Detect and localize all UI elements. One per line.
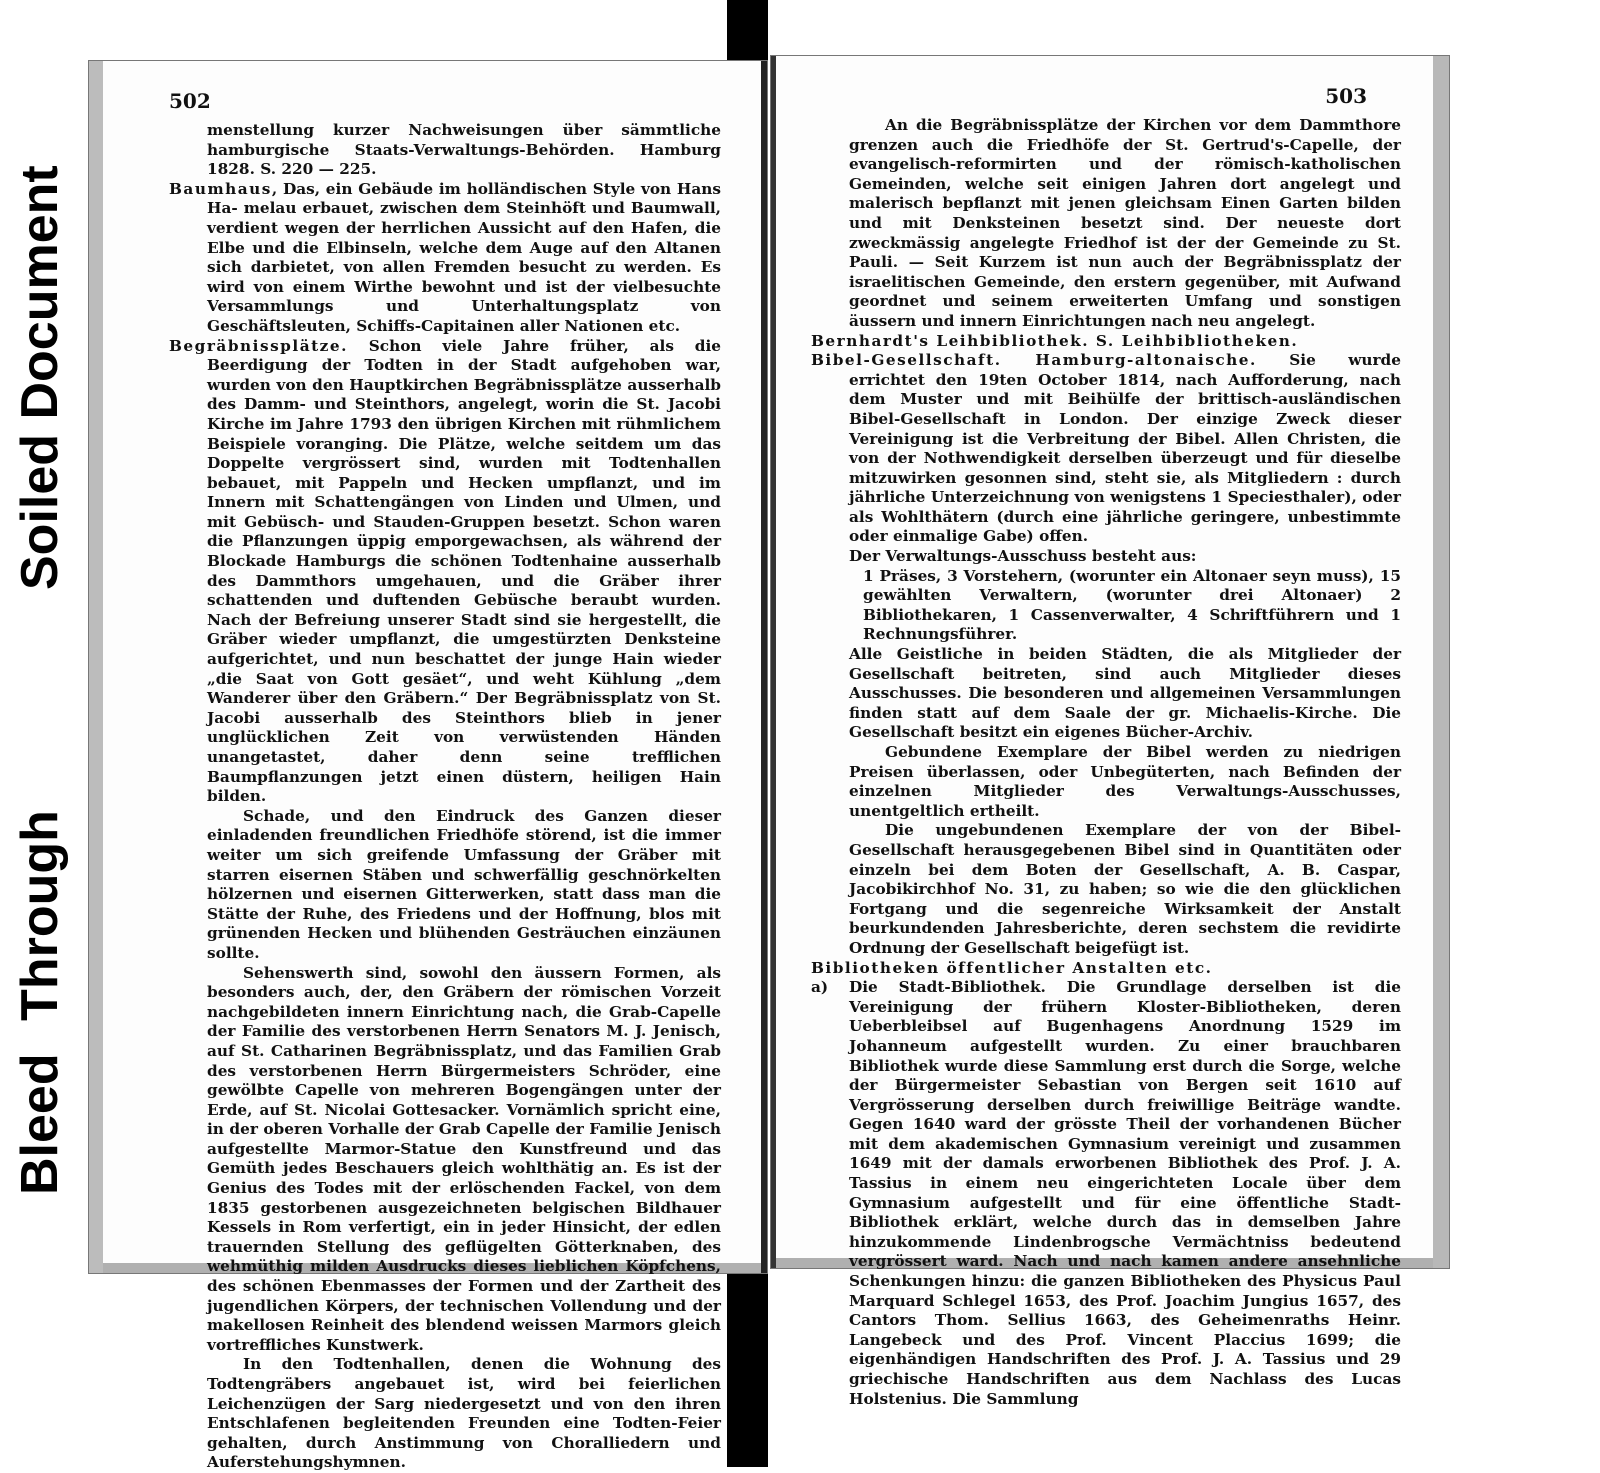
right-page-text (811, 116, 1401, 1409)
paragraph-ausschuss: Der Verwaltungs-Ausschuss besteht aus: (849, 547, 1197, 566)
paragraph-gebundene: Gebundene Exemplare der Bibel werden zu niedrigen Preisen überlassen, oder Unbegüterten, nach Befinden der einzelnen Mitglieder des Verwaltungs-Ausschusses, unentgeltlich ertheilt. (849, 743, 1401, 820)
side-label-column (0, 0, 80, 1467)
paragraph-sehenswerth: Sehenswerth sind, sowohl den äussern Formen, als besonders auch, der, den Gräbern der römischen Vorzeit nachgebildeten innern Einrichtung nach, die Grab-Capelle der Familie des verstorbenen Herrn Senators M. J. Jenisch, auf St. Catharinen Begräbnissplatz, und das Familien Grab des verstorbenen Herrn Bürgermeisters Schröder, eine gewölbte Capelle von mehreren Bogengängen unter der Erde, auf St. Nicolai Gottesacker. Vornämlich spricht eine, in der oberen Vorhalle der Grab Capelle der Familie Jenisch aufgestellte Marmor-Statue den Kunstfreund und das Gemüth jedes Beschauers gleich wohlthätig an. Es ist der Genius des Todes mit der erlöschenden Fackel, von dem 1835 gestorbenen ausgezeichneten belgischen Bildhauer Kessels in Rom verfertigt, ein in jeder Hinsicht, der edlen trauernden Stellung des geflügelten Götterknaben, des wehmüthig milden Ausdrucks dieses lieblichen Köpfchens, des schönen Ebenmasses der Formen und der Zartheit des jugendlichen Körpers, der technischen Vollendung und der makellosen Reinheit des blendend weissen Marmors gleich vortreffliches Kunstwerk. (207, 963, 721, 1354)
paragraph-todtenhallen: In den Todtenhallen, denen die Wohnung des Todtengräbers angebauet ist, wird bei feierlichen Leichenzügen der Sarg niedergesetzt und von den ihren Entschlafenen begleitenden Freunden eine Todten-Feier gehalten, durch Anstimmung von Choralliedern und Auferstehungshymnen. (207, 1355, 721, 1472)
entry-bernhardt: Bernhardt's Leihbibliothek. S. Leihbibliotheken. (811, 331, 1299, 350)
left-page (88, 60, 768, 1472)
bleed-through-label: Bleed Through (11, 810, 69, 1195)
paragraph-geistliche: Alle Geistliche in beiden Städten, die als Mitglieder der Gesellschaft beitreten, sind auch Mitglieder dieses Ausschusses. Die besonderen und allgemeinen Versammlungen finden statt auf dem Saale der gr. Michaelis-Kirche. Die Gesellschaft besitzt ein eigenes Bücher-Archiv. (849, 645, 1401, 742)
right-page-gutter (771, 56, 776, 1268)
paragraph-ungebundene: Die ungebundenen Exemplare der von der Bibel-Gesellschaft herausgegebenen Bibel sind in Quantitäten oder einzeln bei dem Boten der Gesellschaft, A. B. Caspar, Jacobikirchhof No. 31, zu haben; so wie die den glücklichen Fortgang und die segenreiche Wirksamkeit der Anstalt beurkundenden Jahresberichte, deren sechstem die revidirte Ordnung der Gesellschaft beigefügt ist. (849, 821, 1401, 957)
entry-stadt-label: a) Die Stadt-Bibliothek. (811, 978, 1046, 997)
entry-baumhaus-body: melau erbauet, zwischen dem Steinhöft und Baumwall, verdient wegen der herrlichen Aussicht auf den Hafen, die Elbe und die Elbinseln, welche dem Auge auf den Altanen sich darbietet, von allen Fremden besucht zu werden. Es wird von einem Wirthe bewohnt und ist der vielbesuchte Versammlungs und Unterhaltungsplatz von Geschäftsleuten, Schiffs-Capitainen aller Nationen etc. (207, 199, 722, 335)
paragraph-schade: Schade, und den Eindruck des Ganzen dieser einladenden freundlichen Friedhöfe störend, ist die immer weiter um sich greifende Umfassung der Gräber mit starren eisernen Stäben und schwerfällig geschnörkelten hölzernen und eisernen Gitterwerken, statt dass man die Stätte der Ruhe, des Friedens und der Hoffnung, blos mit grünenden Hecken und blühenden Gesträuchen einzäunen sollte. (207, 806, 721, 962)
right-page (770, 55, 1450, 1408)
entry-stadt-body: Die Grundlage derselben ist die Vereinigung der frühern Kloster-Bibliotheken, deren Ueberbleibsel auf Bugenhagens Anordnung 1529 im Johanneum aufgestellt wurden. Zu einer brauchbaren Bibliothek wurde diese Sammlung erst durch die Sorge, welche der Bürgermeister Sebastian von Bergen seit 1610 auf Vergrösserung derselben durch freiwillige Beiträge wandte. Gegen 1640 ward der grösste Theil der vorhandenen Bücher mit dem akademischen Gymnasium vereinigt und zusammen 1649 mit der damals erworbenen Bibliothek des Prof. J. A. Tassius in einem neu eingerichteten Locale über dem Gymnasium aufgestellt und für eine öffentliche Stadt-Bibliothek erklärt, welche durch das in demselben Jahre hinzukommende Lindenbrogsche Vermächtniss bedeutend vergrössert ward. Nach und nach kamen andere ansehnliche Schenkungen hinzu: die ganzen Bibliotheken des Physicus Paul Marquard Schlegel 1653, des Prof. Joachim Jungius 1657, des Cantors Thom. Sellius 1663, des Geheimenraths Heinr. Langebeck und des Prof. Vincent Placcius 1699; die eigenhändigen Handschriften des Prof. J. A. Tassius und 29 griechische Handschriften aus dem Nachlass des Lucas Holstenius. Die Sammlung (849, 978, 1401, 1408)
entry-stadt-bibliothek (811, 978, 1401, 1409)
soiled-document-label: Soiled Document (11, 165, 69, 590)
entry-begraebnissplaetze (169, 337, 721, 807)
entry-baumhaus-lead: , Das, ein Gebäude im holländischen Style von Hans Ha- (207, 179, 721, 218)
entry-keyword-baumhaus: Baumhaus (169, 179, 272, 198)
entry-keyword-begraebnissplaetze: Begräbnissplätze. (169, 336, 348, 355)
entry-keyword-bibel: Bibel-Gesellschaft. Hamburg-altonaische. (811, 351, 1257, 370)
paragraph-sammlung: menstellung kurzer Nachweisungen über sämmtliche hamburgische Staats-Verwaltungs-Behörden. Hamburg 1828. S. 220 — 225. (207, 121, 721, 179)
entry-begraebnis-lead: Schon viele Jahre früher, als die Beerdigung (207, 336, 721, 375)
entry-begraebnis-body: der Todten in der Stadt aufgehoben war, wurden von den Hauptkirchen Begräbnissplätze ausserhalb des Damm- und Steinthors, angelegt, worin die St. Jacobi Kirche im Jahre 1793 den übrigen Kirchen mit rühmlichem Beispiele voranging. Die Plätze, welche seitdem um das Doppelte vergrössert sind, wurden mit Todtenhallen bebauet, mit Pappeln und Hecken umpflanzt, und im Innern mit Schattengängen von Linden und Ulmen, und mit Gebüsch- und Stauden-Gruppen besetzt. Schon waren die Pflanzungen üppig emporgewachsen, als während der Blockade Hamburgs die schönen Todtenhaine ausserhalb des Dammthors umgehauen, und die Gräber ihrer schattenden und duftenden Gebüsche beraubt wurden. Nach der Befreiung unserer Stadt sind sie hergestellt, die Gräber wieder umpflanzt, die umgestürzten Denksteine aufgerichtet, und nun beschattet der junge Hain wieder „die Saat von Gott gesäet“, und weht Kühlung „dem Wanderer über den Gräbern.“ Der Begräbnissplatz von St. Jacobi ausserhalb des Steinthors blieb in jener unglücklichen Zeit von verwüstenden Händen unangetastet, daher denn seine trefflichen Baumpflanzungen jetzt einen düstern, heiligen Hain bilden. (207, 356, 721, 806)
left-page-gutter (761, 61, 767, 1273)
entry-bibel-body: Sie wurde errichtet den 19ten October 1814, nach Aufforderung, nach dem Muster und mit Beihülfe der brittisch-ausländischen Bibel-Gesellschaft in London. Der einzige Zweck dieser Vereinigung ist die Verbreitung der Bibel. Allen Christen, die von der Nothwendigkeit derselben überzeugt und für dieselbe mitzuwirken gesonnen sind, steht sie, als Mitgliedern : durch jährliche Unterzeichnung von wenigstens 1 Speciesthaler), oder als Wohlthätern (durch eine jährliche geringere, unbestimmte oder einmalige Gabe) offen. (849, 351, 1401, 546)
entry-baumhaus (169, 180, 721, 337)
entry-bibliotheken: Bibliotheken öffentlicher Anstalten etc. (811, 958, 1213, 977)
right-page-number: 503 (1325, 84, 1367, 108)
left-page-number: 502 (169, 89, 211, 113)
left-page-text (169, 121, 721, 1473)
paragraph-members: 1 Präses, 3 Vorstehern, (worunter ein Altonaer seyn muss), 15 gewählten Verwaltern, (worunter drei Altonaer) 2 Bibliothekaren, 1 Cassenverwalter, 4 Schriftführern und 1 Rechnungsführer. (863, 566, 1401, 644)
paragraph-dammthore: An die Begräbnissplätze der Kirchen vor dem Dammthore grenzen auch die Friedhöfe der St. Gertrud's-Capelle, der evangelisch-reformirten und der römisch-katholischen Gemeinden, welche seit einigen Jahren dort angelegt und malerisch bepflanzt mit jenen gleichsam Einen Garten bilden und mit Denksteinen besetzt sind. Der neueste dort zweckmässig angelegte Friedhof ist der der Gemeinde zu St. Pauli. — Seit Kurzem ist nun auch der Begräbnissplatz der israelitischen Gemeinde, den erstern gegenüber, mit Aufwand geordnet und seinem erweiterten Umfang und sonstigen äussern und innern Einrichtungen nach neu angelegt. (849, 116, 1401, 330)
entry-bibel-gesellschaft (811, 351, 1401, 547)
